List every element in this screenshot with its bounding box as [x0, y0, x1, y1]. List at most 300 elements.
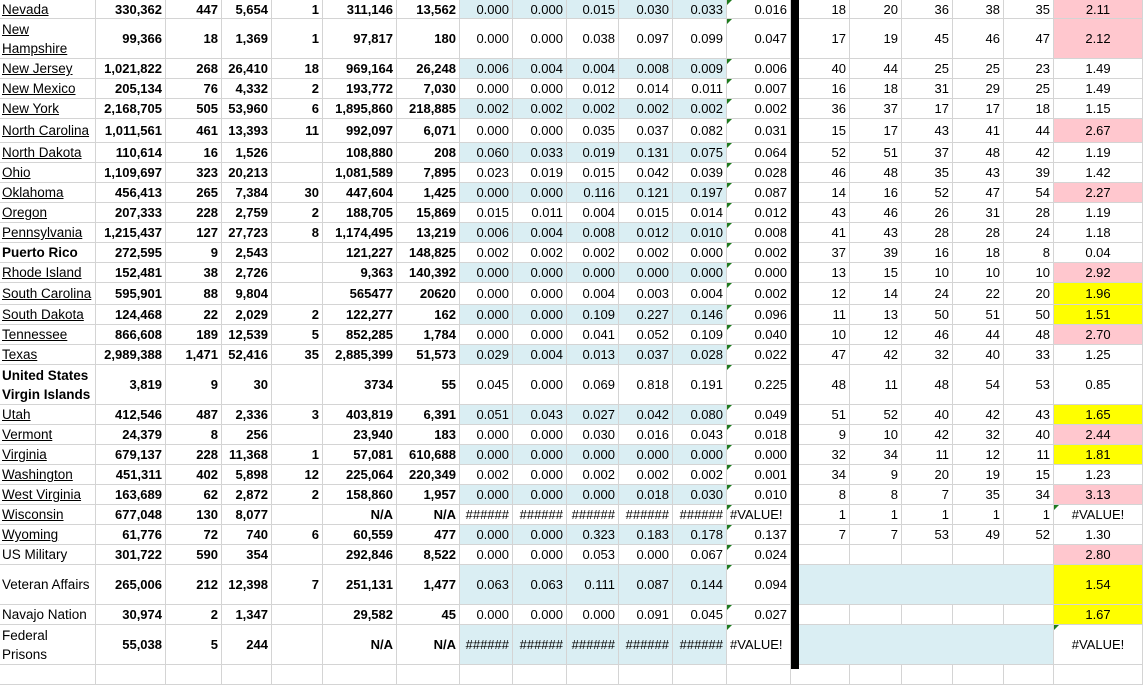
cell-ratio-4[interactable] [619, 19, 673, 58]
cell-total-cases[interactable] [96, 425, 166, 444]
cell-ratio-4[interactable] [619, 365, 673, 404]
cell-average[interactable] [727, 425, 791, 444]
cell-ratio-1[interactable] [460, 243, 513, 262]
cell-rank-5[interactable] [1004, 119, 1054, 142]
cell-rank-5[interactable] [1004, 0, 1054, 18]
cell-rank-4[interactable] [953, 143, 1004, 162]
cell-ratio-3[interactable] [567, 365, 619, 404]
cell-total-cases[interactable] [96, 203, 166, 222]
cell-rank-3[interactable] [902, 99, 953, 118]
cell-score[interactable] [1054, 565, 1143, 604]
cell-score[interactable] [1054, 203, 1143, 222]
cell-ratio-5[interactable] [673, 445, 727, 464]
cell-rank-5[interactable] [1004, 625, 1054, 664]
cell-ratio-5[interactable] [673, 119, 727, 142]
cell-recovered[interactable] [323, 283, 397, 304]
cell-average[interactable] [727, 263, 791, 282]
cell-ratio-4[interactable] [619, 565, 673, 604]
cell-rank-5[interactable] [1004, 263, 1054, 282]
cell-active[interactable] [397, 525, 460, 544]
cell-rank-1[interactable] [799, 283, 850, 304]
cell-new-deaths[interactable] [272, 365, 323, 404]
cell-rank-2[interactable] [850, 665, 902, 684]
cell-new-cases[interactable] [166, 425, 222, 444]
cell-ratio-1[interactable] [460, 625, 513, 664]
cell-ratio-2[interactable] [513, 99, 567, 118]
cell-rank-4[interactable] [953, 425, 1004, 444]
cell-recovered[interactable] [323, 665, 397, 684]
cell-ratio-5[interactable] [673, 183, 727, 202]
cell-rank-2[interactable] [850, 99, 902, 118]
cell-ratio-1[interactable] [460, 183, 513, 202]
cell-ratio-3[interactable] [567, 99, 619, 118]
cell-new-deaths[interactable] [272, 19, 323, 58]
cell-rank-3[interactable] [902, 119, 953, 142]
cell-recovered[interactable] [323, 425, 397, 444]
cell-ratio-3[interactable] [567, 183, 619, 202]
cell-total-cases[interactable] [96, 325, 166, 344]
cell-deaths[interactable] [222, 283, 272, 304]
cell-rank-2[interactable] [850, 59, 902, 78]
cell-recovered[interactable] [323, 119, 397, 142]
cell-active[interactable] [397, 625, 460, 664]
cell-score[interactable] [1054, 0, 1143, 18]
cell-ratio-4[interactable] [619, 143, 673, 162]
cell-ratio-3[interactable] [567, 665, 619, 684]
cell-deaths[interactable] [222, 0, 272, 18]
cell-rank-2[interactable] [850, 345, 902, 364]
cell-ratio-5[interactable] [673, 425, 727, 444]
cell-recovered[interactable] [323, 79, 397, 98]
cell-ratio-4[interactable] [619, 425, 673, 444]
cell-rank-5[interactable] [1004, 425, 1054, 444]
cell-ratio-4[interactable] [619, 665, 673, 684]
cell-ratio-3[interactable] [567, 223, 619, 242]
cell-rank-5[interactable] [1004, 605, 1054, 624]
cell-rank-2[interactable] [850, 143, 902, 162]
cell-rank-5[interactable] [1004, 345, 1054, 364]
cell-rank-3[interactable] [902, 505, 953, 524]
cell-deaths[interactable] [222, 445, 272, 464]
cell-ratio-5[interactable] [673, 79, 727, 98]
cell-new-deaths[interactable] [272, 143, 323, 162]
cell-average[interactable] [727, 465, 791, 484]
cell-ratio-4[interactable] [619, 79, 673, 98]
cell-rank-3[interactable] [902, 243, 953, 262]
cell-new-cases[interactable] [166, 325, 222, 344]
cell-rank-1[interactable] [799, 565, 850, 604]
cell-average[interactable] [727, 283, 791, 304]
cell-ratio-5[interactable] [673, 605, 727, 624]
cell-deaths[interactable] [222, 59, 272, 78]
cell-ratio-5[interactable] [673, 305, 727, 324]
cell-average[interactable] [727, 19, 791, 58]
cell-active[interactable] [397, 305, 460, 324]
cell-rank-4[interactable] [953, 283, 1004, 304]
cell-ratio-3[interactable] [567, 605, 619, 624]
cell-ratio-3[interactable] [567, 345, 619, 364]
cell-rank-2[interactable] [850, 19, 902, 58]
cell-ratio-2[interactable] [513, 183, 567, 202]
cell-rank-4[interactable] [953, 325, 1004, 344]
cell-score[interactable] [1054, 505, 1143, 524]
cell-rank-3[interactable] [902, 365, 953, 404]
cell-deaths[interactable] [222, 163, 272, 182]
cell-average[interactable] [727, 505, 791, 524]
cell-ratio-1[interactable] [460, 345, 513, 364]
cell-new-cases[interactable] [166, 505, 222, 524]
cell-average[interactable] [727, 525, 791, 544]
cell-ratio-3[interactable] [567, 625, 619, 664]
cell-state-name[interactable] [0, 305, 96, 324]
cell-deaths[interactable] [222, 19, 272, 58]
cell-recovered[interactable] [323, 405, 397, 424]
cell-ratio-1[interactable] [460, 405, 513, 424]
cell-ratio-4[interactable] [619, 99, 673, 118]
cell-total-cases[interactable] [96, 119, 166, 142]
cell-rank-4[interactable] [953, 119, 1004, 142]
cell-ratio-5[interactable] [673, 243, 727, 262]
cell-rank-4[interactable] [953, 203, 1004, 222]
cell-ratio-4[interactable] [619, 325, 673, 344]
cell-rank-2[interactable] [850, 163, 902, 182]
cell-average[interactable] [727, 485, 791, 504]
cell-average[interactable] [727, 625, 791, 664]
cell-total-cases[interactable] [96, 163, 166, 182]
cell-new-cases[interactable] [166, 445, 222, 464]
cell-rank-4[interactable] [953, 243, 1004, 262]
cell-ratio-1[interactable] [460, 605, 513, 624]
cell-active[interactable] [397, 19, 460, 58]
cell-ratio-4[interactable] [619, 243, 673, 262]
cell-ratio-2[interactable] [513, 565, 567, 604]
cell-rank-3[interactable] [902, 183, 953, 202]
cell-rank-1[interactable] [799, 223, 850, 242]
cell-new-deaths[interactable] [272, 545, 323, 564]
cell-new-cases[interactable] [166, 465, 222, 484]
cell-score[interactable] [1054, 605, 1143, 624]
cell-rank-1[interactable] [799, 99, 850, 118]
cell-rank-2[interactable] [850, 465, 902, 484]
cell-state-name[interactable] [0, 243, 96, 262]
cell-average[interactable] [727, 99, 791, 118]
cell-total-cases[interactable] [96, 365, 166, 404]
cell-new-deaths[interactable] [272, 565, 323, 604]
cell-state-name[interactable] [0, 465, 96, 484]
cell-rank-1[interactable] [799, 425, 850, 444]
cell-new-deaths[interactable] [272, 345, 323, 364]
cell-rank-2[interactable] [850, 79, 902, 98]
cell-active[interactable] [397, 183, 460, 202]
cell-active[interactable] [397, 485, 460, 504]
cell-active[interactable] [397, 665, 460, 684]
cell-recovered[interactable] [323, 485, 397, 504]
cell-ratio-4[interactable] [619, 305, 673, 324]
cell-rank-5[interactable] [1004, 59, 1054, 78]
cell-score[interactable] [1054, 425, 1143, 444]
cell-ratio-5[interactable] [673, 163, 727, 182]
cell-ratio-4[interactable] [619, 485, 673, 504]
cell-ratio-1[interactable] [460, 99, 513, 118]
cell-rank-2[interactable] [850, 365, 902, 404]
cell-new-deaths[interactable] [272, 0, 323, 18]
cell-rank-1[interactable] [799, 325, 850, 344]
cell-total-cases[interactable] [96, 445, 166, 464]
cell-new-deaths[interactable] [272, 625, 323, 664]
cell-total-cases[interactable] [96, 99, 166, 118]
cell-rank-1[interactable] [799, 0, 850, 18]
cell-rank-5[interactable] [1004, 305, 1054, 324]
cell-average[interactable] [727, 183, 791, 202]
cell-new-deaths[interactable] [272, 525, 323, 544]
cell-ratio-1[interactable] [460, 283, 513, 304]
cell-deaths[interactable] [222, 119, 272, 142]
cell-recovered[interactable] [323, 183, 397, 202]
cell-deaths[interactable] [222, 99, 272, 118]
cell-new-deaths[interactable] [272, 665, 323, 684]
cell-deaths[interactable] [222, 605, 272, 624]
cell-ratio-4[interactable] [619, 465, 673, 484]
cell-rank-2[interactable] [850, 545, 902, 564]
cell-rank-2[interactable] [850, 565, 902, 604]
cell-score[interactable] [1054, 19, 1143, 58]
cell-ratio-2[interactable] [513, 345, 567, 364]
cell-new-deaths[interactable] [272, 305, 323, 324]
cell-ratio-1[interactable] [460, 365, 513, 404]
cell-state-name[interactable] [0, 163, 96, 182]
cell-new-cases[interactable] [166, 665, 222, 684]
cell-score[interactable] [1054, 243, 1143, 262]
cell-rank-4[interactable] [953, 625, 1004, 664]
cell-ratio-1[interactable] [460, 425, 513, 444]
cell-deaths[interactable] [222, 565, 272, 604]
cell-recovered[interactable] [323, 163, 397, 182]
cell-rank-3[interactable] [902, 203, 953, 222]
cell-ratio-3[interactable] [567, 243, 619, 262]
cell-recovered[interactable] [323, 545, 397, 564]
cell-rank-5[interactable] [1004, 365, 1054, 404]
cell-recovered[interactable] [323, 525, 397, 544]
cell-ratio-3[interactable] [567, 405, 619, 424]
cell-deaths[interactable] [222, 325, 272, 344]
cell-rank-3[interactable] [902, 525, 953, 544]
cell-active[interactable] [397, 505, 460, 524]
cell-rank-1[interactable] [799, 605, 850, 624]
cell-state-name[interactable] [0, 505, 96, 524]
cell-recovered[interactable] [323, 325, 397, 344]
cell-score[interactable] [1054, 305, 1143, 324]
cell-ratio-1[interactable] [460, 545, 513, 564]
cell-average[interactable] [727, 163, 791, 182]
cell-deaths[interactable] [222, 143, 272, 162]
cell-rank-4[interactable] [953, 59, 1004, 78]
cell-ratio-1[interactable] [460, 665, 513, 684]
cell-ratio-5[interactable] [673, 263, 727, 282]
cell-ratio-3[interactable] [567, 305, 619, 324]
cell-score[interactable] [1054, 223, 1143, 242]
cell-total-cases[interactable] [96, 565, 166, 604]
cell-new-cases[interactable] [166, 345, 222, 364]
cell-new-deaths[interactable] [272, 99, 323, 118]
cell-deaths[interactable] [222, 345, 272, 364]
cell-rank-3[interactable] [902, 465, 953, 484]
cell-ratio-2[interactable] [513, 605, 567, 624]
cell-score[interactable] [1054, 183, 1143, 202]
cell-total-cases[interactable] [96, 19, 166, 58]
cell-state-name[interactable] [0, 605, 96, 624]
cell-rank-1[interactable] [799, 183, 850, 202]
cell-rank-1[interactable] [799, 545, 850, 564]
cell-average[interactable] [727, 605, 791, 624]
cell-ratio-5[interactable] [673, 143, 727, 162]
cell-state-name[interactable] [0, 0, 96, 18]
cell-new-cases[interactable] [166, 143, 222, 162]
cell-total-cases[interactable] [96, 405, 166, 424]
cell-ratio-5[interactable] [673, 283, 727, 304]
cell-ratio-5[interactable] [673, 99, 727, 118]
cell-active[interactable] [397, 203, 460, 222]
cell-rank-3[interactable] [902, 263, 953, 282]
cell-new-deaths[interactable] [272, 405, 323, 424]
cell-ratio-1[interactable] [460, 119, 513, 142]
cell-ratio-5[interactable] [673, 465, 727, 484]
cell-ratio-3[interactable] [567, 465, 619, 484]
cell-new-deaths[interactable] [272, 445, 323, 464]
cell-recovered[interactable] [323, 465, 397, 484]
cell-ratio-5[interactable] [673, 19, 727, 58]
cell-rank-5[interactable] [1004, 203, 1054, 222]
cell-rank-3[interactable] [902, 625, 953, 664]
cell-rank-2[interactable] [850, 183, 902, 202]
cell-rank-1[interactable] [799, 203, 850, 222]
cell-rank-5[interactable] [1004, 143, 1054, 162]
cell-rank-3[interactable] [902, 405, 953, 424]
cell-average[interactable] [727, 0, 791, 18]
cell-score[interactable] [1054, 59, 1143, 78]
cell-ratio-1[interactable] [460, 505, 513, 524]
cell-new-deaths[interactable] [272, 605, 323, 624]
cell-recovered[interactable] [323, 605, 397, 624]
cell-active[interactable] [397, 99, 460, 118]
cell-ratio-1[interactable] [460, 59, 513, 78]
cell-active[interactable] [397, 345, 460, 364]
cell-ratio-4[interactable] [619, 59, 673, 78]
cell-rank-4[interactable] [953, 305, 1004, 324]
cell-ratio-2[interactable] [513, 119, 567, 142]
cell-rank-3[interactable] [902, 79, 953, 98]
cell-new-deaths[interactable] [272, 505, 323, 524]
cell-new-deaths[interactable] [272, 59, 323, 78]
cell-rank-5[interactable] [1004, 505, 1054, 524]
cell-ratio-3[interactable] [567, 119, 619, 142]
cell-state-name[interactable] [0, 19, 96, 58]
cell-recovered[interactable] [323, 305, 397, 324]
cell-deaths[interactable] [222, 203, 272, 222]
cell-average[interactable] [727, 325, 791, 344]
cell-score[interactable] [1054, 405, 1143, 424]
cell-rank-4[interactable] [953, 79, 1004, 98]
cell-ratio-3[interactable] [567, 485, 619, 504]
cell-ratio-5[interactable] [673, 545, 727, 564]
cell-state-name[interactable] [0, 223, 96, 242]
cell-rank-5[interactable] [1004, 525, 1054, 544]
cell-rank-2[interactable] [850, 305, 902, 324]
cell-total-cases[interactable] [96, 305, 166, 324]
cell-new-deaths[interactable] [272, 465, 323, 484]
cell-new-cases[interactable] [166, 485, 222, 504]
cell-average[interactable] [727, 59, 791, 78]
cell-rank-3[interactable] [902, 665, 953, 684]
cell-total-cases[interactable] [96, 79, 166, 98]
cell-ratio-5[interactable] [673, 505, 727, 524]
cell-rank-3[interactable] [902, 545, 953, 564]
cell-ratio-4[interactable] [619, 345, 673, 364]
cell-rank-2[interactable] [850, 0, 902, 18]
cell-average[interactable] [727, 119, 791, 142]
cell-active[interactable] [397, 445, 460, 464]
cell-active[interactable] [397, 243, 460, 262]
cell-ratio-5[interactable] [673, 485, 727, 504]
cell-rank-1[interactable] [799, 525, 850, 544]
cell-rank-5[interactable] [1004, 465, 1054, 484]
cell-rank-4[interactable] [953, 263, 1004, 282]
cell-ratio-3[interactable] [567, 325, 619, 344]
cell-ratio-3[interactable] [567, 525, 619, 544]
cell-score[interactable] [1054, 465, 1143, 484]
cell-rank-4[interactable] [953, 405, 1004, 424]
cell-new-cases[interactable] [166, 163, 222, 182]
cell-new-cases[interactable] [166, 203, 222, 222]
cell-ratio-1[interactable] [460, 485, 513, 504]
cell-ratio-4[interactable] [619, 263, 673, 282]
cell-ratio-2[interactable] [513, 59, 567, 78]
cell-active[interactable] [397, 119, 460, 142]
cell-score[interactable] [1054, 625, 1143, 664]
cell-rank-4[interactable] [953, 565, 1004, 604]
cell-new-cases[interactable] [166, 183, 222, 202]
cell-ratio-2[interactable] [513, 625, 567, 664]
cell-active[interactable] [397, 545, 460, 564]
cell-rank-1[interactable] [799, 365, 850, 404]
cell-rank-2[interactable] [850, 119, 902, 142]
cell-average[interactable] [727, 545, 791, 564]
cell-state-name[interactable] [0, 203, 96, 222]
cell-ratio-1[interactable] [460, 565, 513, 604]
cell-state-name[interactable] [0, 325, 96, 344]
cell-rank-2[interactable] [850, 243, 902, 262]
cell-ratio-5[interactable] [673, 0, 727, 18]
cell-ratio-2[interactable] [513, 465, 567, 484]
cell-active[interactable] [397, 605, 460, 624]
cell-state-name[interactable] [0, 405, 96, 424]
cell-score[interactable] [1054, 365, 1143, 404]
cell-rank-2[interactable] [850, 203, 902, 222]
cell-rank-2[interactable] [850, 525, 902, 544]
cell-total-cases[interactable] [96, 505, 166, 524]
cell-average[interactable] [727, 143, 791, 162]
cell-ratio-3[interactable] [567, 263, 619, 282]
cell-ratio-2[interactable] [513, 505, 567, 524]
cell-ratio-5[interactable] [673, 203, 727, 222]
cell-score[interactable] [1054, 345, 1143, 364]
cell-active[interactable] [397, 263, 460, 282]
cell-rank-3[interactable] [902, 0, 953, 18]
cell-new-deaths[interactable] [272, 485, 323, 504]
cell-rank-1[interactable] [799, 345, 850, 364]
cell-ratio-2[interactable] [513, 163, 567, 182]
cell-recovered[interactable] [323, 59, 397, 78]
cell-deaths[interactable] [222, 425, 272, 444]
